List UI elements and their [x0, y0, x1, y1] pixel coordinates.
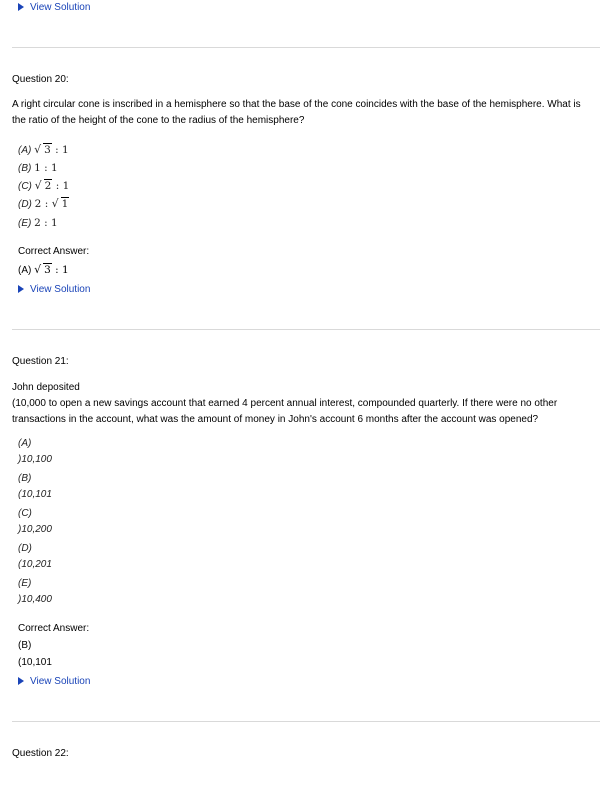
divider: [12, 329, 600, 330]
square-root: √ 3: [34, 263, 51, 276]
question-title: Question 22:: [12, 748, 69, 759]
square-root: √ 3: [34, 143, 51, 156]
expand-triangle-icon: [18, 677, 24, 685]
answer-option-label: (E): [18, 578, 32, 589]
question-text: A right circular cone is inscribed in a hemisphere so that the base of the cone coincides with the base of the hemisphere. What is the ratio of the height of the cone to the radius of the hemisphere?: [12, 99, 581, 126]
view-solution-link[interactable]: View Solution: [18, 284, 90, 295]
expand-triangle-icon: [18, 285, 24, 293]
divider: [12, 721, 600, 722]
correct-answer-heading: Correct Answer:: [18, 246, 90, 257]
question-text: John deposited: [12, 382, 80, 393]
correct-answer: (A) √ 3 : 1: [18, 263, 69, 276]
correct-answer-heading: Correct Answer:: [18, 623, 90, 634]
question-title: Question 20:: [12, 74, 69, 85]
answer-option: (E) 2 : 1: [18, 217, 58, 229]
answer-option-label: (D): [18, 543, 32, 554]
view-solution-link[interactable]: View Solution: [18, 2, 90, 13]
answer-option-value: (10,101: [18, 489, 52, 500]
square-root: √ 1: [51, 197, 69, 210]
answer-option-value: (10,201: [18, 559, 52, 570]
answer-option-label: (A): [18, 438, 32, 449]
correct-answer-label: (B): [18, 640, 32, 651]
answer-option: (D) 2 : √ 1: [18, 197, 69, 210]
question-text: (10,000 to open a new savings account that earned 4 percent annual interest, compounded quarterly. If there were no other: [12, 398, 558, 409]
answer-option-label: (C): [18, 508, 32, 519]
view-solution-link[interactable]: View Solution: [18, 676, 90, 687]
question-title: Question 21:: [12, 356, 69, 367]
square-root: √ 2: [34, 179, 52, 192]
divider: [12, 47, 600, 48]
answer-option: (A) √ 3 : 1: [18, 143, 69, 156]
expand-triangle-icon: [18, 3, 24, 11]
answer-option-value: )10,100: [18, 454, 52, 465]
answer-option: (B) 1 : 1: [18, 162, 58, 174]
answer-option-value: )10,400: [18, 594, 52, 605]
question-text: transactions in the account, what was the amount of money in John's account 6 months after the account was opened?: [12, 414, 539, 425]
answer-option-value: )10,200: [18, 524, 52, 535]
correct-answer-value: (10,101: [18, 657, 52, 668]
answer-option: (C) √ 2 : 1: [18, 179, 70, 192]
answer-option-label: (B): [18, 473, 32, 484]
